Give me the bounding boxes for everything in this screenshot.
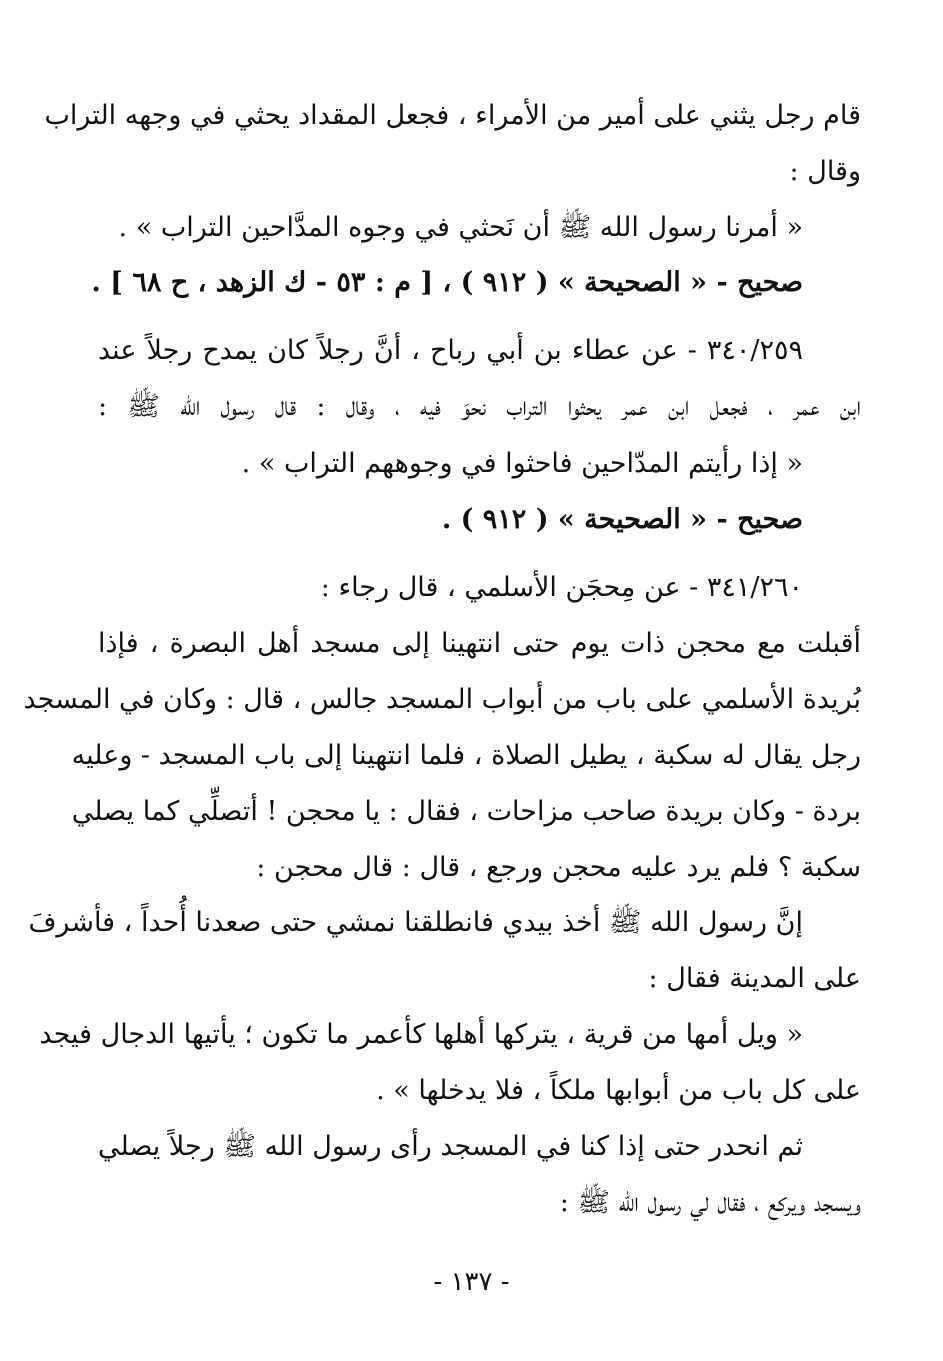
text-line-6: ابن عمر ، فجعل ابن عمر يحثوا التراب نحوَ فيه ، وقال : قال رسول الله ﷺ : bbox=[98, 391, 861, 422]
grading-line: صحيح - « الصحيحة » ( ٩١٢ ) ، [ م : ٥٣ - ك الزهد ، ح ٦٨ ] . bbox=[91, 267, 803, 298]
hadith-quote-line: « أمرنا رسول الله ﷺ أن نَحثي في وجوه المدَّاحين التراب » . bbox=[118, 212, 803, 243]
grading-line: صحيح - « الصحيحة » ( ٩١٢ ) . bbox=[441, 504, 803, 535]
hadith-quote-line: « ويل أمها من قرية ، يتركها أهلها كأعمر ما تكون ؛ يأتيها الدجال فيجد bbox=[39, 1019, 803, 1050]
text-line-15: إنَّ رسول الله ﷺ أخذ بيدي فانطلقنا نمشي حتى صعدنا أُحداً ، فأشرفَ bbox=[28, 907, 803, 938]
text-line-19: ثم انحدر حتى إذا كنا في المسجد رأى رسول الله ﷺ رجلاً يصلي bbox=[97, 1131, 803, 1162]
text-line-1: قام رجل يثني على أمير من الأمراء ، فجعل المقداد يحثي في وجهه التراب bbox=[44, 100, 861, 131]
text-line-13: بردة - وكان بريدة صاحب مزاحات ، فقال : يا محجن ! أتصلِّي كما يصلي bbox=[71, 796, 861, 827]
hadith-quote-line: على كل باب من أبوابها ملكاً ، فلا يدخلها » . bbox=[376, 1075, 861, 1106]
text-line-16: على المدينة فقال : bbox=[648, 963, 861, 994]
text-line-14: سكبة ؟ فلم يرد عليه محجن ورجع ، قال : قال محجن : bbox=[256, 852, 861, 883]
hadith-259-heading: ٣٤٠/٢٥٩ - عن عطاء بن أبي رباح ، أنَّ رجلاً كان يمدح رجلاً عند bbox=[98, 335, 803, 366]
text-line-10: أقبلت مع محجن ذات يوم حتى انتهينا إلى مسجد أهل البصرة ، فإذا bbox=[98, 628, 861, 659]
text-line-20: ويسجد ويركع ، فقال لي رسول الله ﷺ : bbox=[559, 1187, 861, 1218]
text-line-12: رجل يقال له سكبة ، يطيل الصلاة ، فلما انتهينا إلى باب المسجد - وعليه bbox=[71, 740, 861, 771]
hadith-260-heading: ٣٤١/٢٦٠ - عن مِحجَن الأسلمي ، قال رجاء : bbox=[320, 572, 803, 603]
page-number: - ١٣٧ - bbox=[433, 1267, 510, 1297]
text-line-2: وقال : bbox=[789, 156, 861, 187]
hadith-quote-line: « إذا رأيتم المدّاحين فاحثوا في وجوههم التراب » . bbox=[241, 448, 803, 479]
text-line-11: بُريدة الأسلمي على باب من أبواب المسجد جالس ، قال : وكان في المسجد bbox=[23, 684, 861, 715]
